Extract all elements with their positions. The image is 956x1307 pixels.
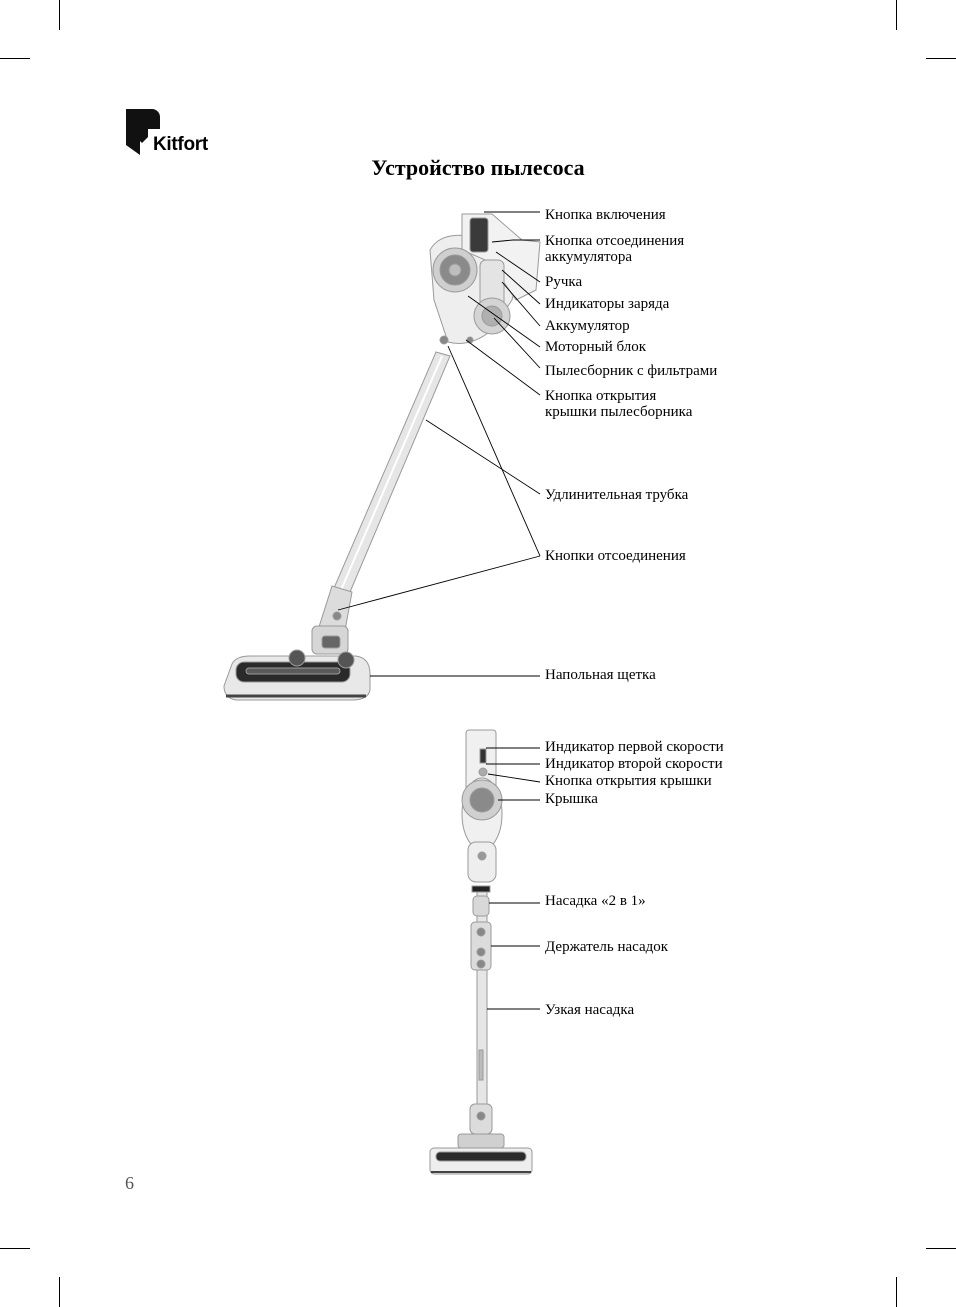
- label-2in1-nozzle: Насадка «2 в 1»: [545, 893, 646, 909]
- label-cover-open-button: Кнопка открытия крышки: [545, 773, 712, 789]
- label-motor-unit: Моторный блок: [545, 339, 647, 355]
- label-battery: Аккумулятор: [545, 318, 630, 334]
- side-view-illustration: [224, 214, 540, 700]
- label-power-button: Кнопка включения: [545, 207, 666, 223]
- front-view-illustration: [430, 730, 532, 1174]
- label-extension-tube: Удлинительная трубка: [545, 487, 689, 503]
- label-release-buttons: Кнопки отсоединения: [545, 548, 686, 564]
- page-title: Устройство пылесоса: [371, 155, 585, 180]
- label-accessory-holder: Держатель насадок: [545, 939, 669, 955]
- label-dust-bin: Пылесборник с фильтрами: [545, 363, 718, 379]
- label-charge-indicators: Индикаторы заряда: [545, 296, 670, 312]
- label-crevice-nozzle: Узкая насадка: [545, 1002, 635, 1018]
- label-second-speed-indicator: Индикатор второй скорости: [545, 756, 723, 772]
- label-cover: Крышка: [545, 791, 598, 807]
- label-bin-cover-button: Кнопка открытия крышки пылесборника: [545, 388, 693, 420]
- label-floor-brush: Напольная щетка: [545, 667, 656, 683]
- label-first-speed-indicator: Индикатор первой скорости: [545, 739, 724, 755]
- label-battery-release-button: Кнопка отсоединения аккумулятора: [545, 233, 685, 265]
- page-number: 6: [125, 1173, 134, 1193]
- brand-name: Kitfort: [153, 134, 208, 155]
- label-handle: Ручка: [545, 274, 583, 290]
